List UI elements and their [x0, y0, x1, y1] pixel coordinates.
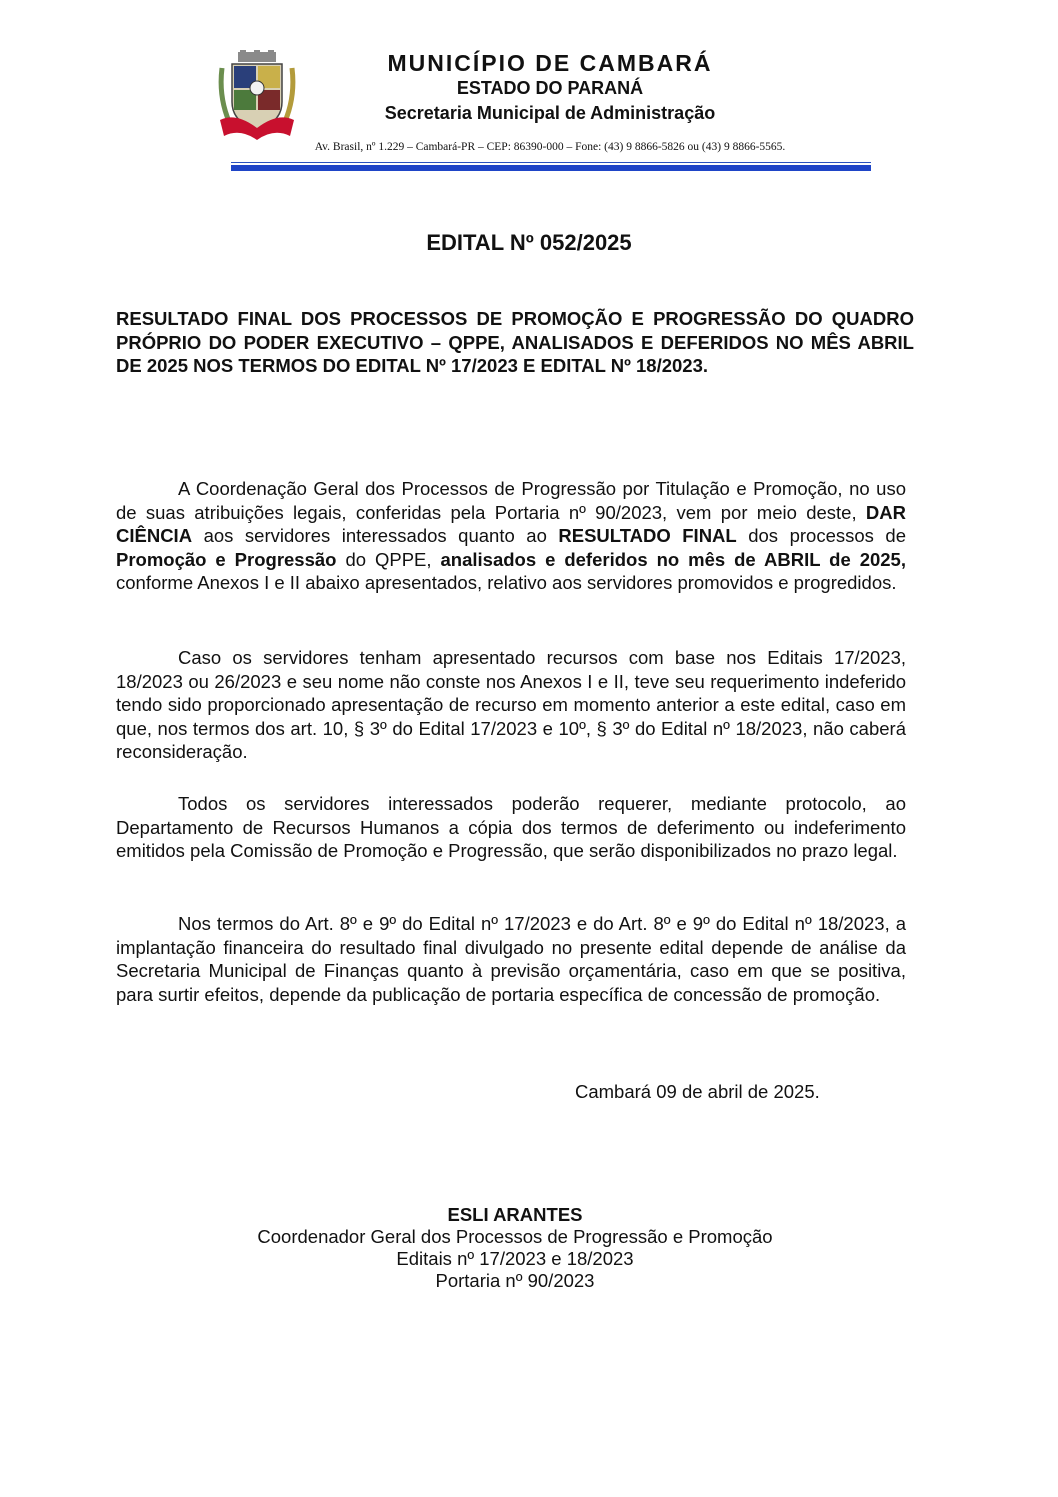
- p1-text-e: dos processos de: [736, 525, 906, 546]
- header-department: Secretaria Municipal de Administração: [384, 103, 716, 123]
- p1-bold-promocao-progressao: Promoção e Progressão: [116, 548, 337, 570]
- signer-name: ESLI ARANTES: [447, 1204, 583, 1225]
- p1-text-c: aos servidores interessados quanto ao: [192, 525, 559, 546]
- p1-bold-dar-ciencia: DAR CIÊNCIA: [116, 501, 906, 546]
- header-address: Av. Brasil, nº 1.229 – Cambará-PR – CEP: 86390-000 – Fone: (43) 9 8866-5826 ou (43) 9 8866-5565.: [314, 141, 786, 153]
- paragraph-2: Caso os servidores tenham apresentado recursos com base nos Editais 17/2023, 18/2023 ou 26/2023 e seu nome não conste nos Anexos I e II, teve seu requerimento indeferido tendo sido proporcionado apresentação de recurso em momento anterior a este edital, caso em que, nos termos dos art. 10, § 3º do Edital 17/2023 e 10º, § 3º do Edital nº 18/2023, não caberá reconsideração.: [116, 647, 906, 762]
- signer-role: Coordenador Geral dos Processos de Progressão e Promoção: [257, 1226, 773, 1247]
- place-date: Cambará 09 de abril de 2025.: [575, 1081, 820, 1102]
- header-divider-thin: [231, 162, 871, 163]
- p1-bold-resultado-final: RESULTADO FINAL: [558, 525, 737, 546]
- paragraph-3: Todos os servidores interessados poderão requerer, mediante protocolo, ao Departamento de Recursos Humanos a cópia dos termos de deferimento ou indeferimento emitidos pela Comissão de Promoção e Progressão, que serão disponibilizados no prazo legal.: [116, 793, 906, 861]
- p1-bold-analisados: analisados e deferidos no mês de ABRIL de 2025,: [440, 548, 906, 570]
- paragraph-4: Nos termos do Art. 8º e 9º do Edital nº 17/2023 e do Art. 8º e 9º do Edital nº 18/2023, a implantação financeira do resultado final divulgado no presente edital depende de análise da Secretaria Municipal de Finanças quanto à previsão orçamentária, caso em que se positiva, para surtir efeitos, depende da publicação de portaria específica de concessão de promoção.: [116, 913, 906, 1005]
- edital-title: EDITAL Nº 052/2025: [426, 230, 632, 255]
- p1-text-a: A Coordenação Geral dos Processos de Progressão por Titulação e Promoção, no uso de suas atribuições legais, conferidas pela Portaria nº 90/2023, vem por meio deste,: [116, 478, 906, 523]
- header-divider-thick: [231, 165, 871, 171]
- paragraph-1: [116, 477, 906, 595]
- signer-portaria: Portaria nº 90/2023: [435, 1270, 595, 1291]
- edital-subject: RESULTADO FINAL DOS PROCESSOS DE PROMOÇÃO E PROGRESSÃO DO QUADRO PRÓPRIO DO PODER EXECUTIVO – QPPE, ANALISADOS E DEFERIDOS NO MÊS ABRIL DE 2025 NOS TERMOS DO EDITAL Nº 17/2023 E EDITAL Nº 18/2023.: [116, 308, 914, 376]
- header-city: MUNICÍPIO DE CAMBARÁ: [387, 50, 713, 76]
- header-state: ESTADO DO PARANÁ: [456, 78, 644, 98]
- p1-text-i: conforme Anexos I e II abaixo apresentados, relativo aos servidores promovidos e progredidos.: [116, 572, 897, 593]
- signer-editais: Editais nº 17/2023 e 18/2023: [396, 1248, 634, 1269]
- p1-text-g: do QPPE,: [336, 548, 441, 570]
- municipal-crest-icon: [216, 50, 298, 142]
